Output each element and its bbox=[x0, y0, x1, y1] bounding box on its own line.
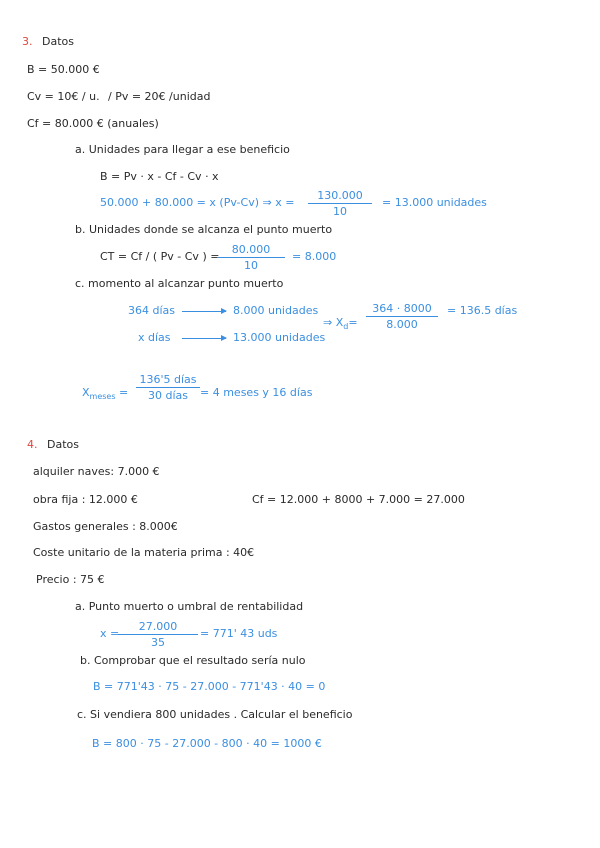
part-3b-fraction bbox=[217, 243, 285, 272]
part-4a-fraction-numerator: 27.000 bbox=[118, 620, 198, 635]
datum-obra-fija: obra fija : 12.000 € bbox=[33, 493, 138, 506]
datum-coste-variable: Cv = 10€ / u. bbox=[27, 90, 100, 103]
xd-equals: = bbox=[348, 316, 358, 329]
xd-fraction bbox=[366, 302, 438, 331]
part-3a-result: = 13.000 unidades bbox=[382, 196, 487, 209]
xd-prefix: ⇒ X bbox=[323, 316, 344, 329]
rule-row1-left: 364 días bbox=[128, 304, 176, 317]
xm-fraction bbox=[136, 373, 200, 402]
xm-prefix: X bbox=[82, 386, 90, 399]
part-3a-calc: 50.000 + 80.000 = x (Pv-Cv) ⇒ x = bbox=[100, 196, 295, 209]
xd-result: = 136.5 días bbox=[447, 304, 518, 317]
datum-alquiler: alquiler naves: 7.000 € bbox=[33, 465, 160, 478]
part-4b-label: b. Comprobar que el resultado sería nulo bbox=[80, 654, 306, 667]
rule-row1-right: 8.000 unidades bbox=[233, 304, 319, 317]
rule-row2-arrow bbox=[182, 338, 226, 339]
xm-fraction-numerator: 136'5 días bbox=[136, 373, 200, 388]
part-3b-formula: CT = Cf / ( Pv - Cv ) = bbox=[100, 250, 220, 263]
datum-precio-venta: / Pv = 20€ /unidad bbox=[108, 90, 211, 103]
datum-gastos-generales: Gastos generales : 8.000€ bbox=[33, 520, 178, 533]
exercise-3-number: 3. bbox=[22, 35, 33, 48]
xm-fraction-denominator: 30 días bbox=[147, 389, 188, 402]
part-3b-label: b. Unidades donde se alcanza el punto muerto bbox=[75, 223, 333, 236]
part-4c-label: c. Si vendiera 800 unidades . Calcular el beneficio bbox=[77, 708, 353, 721]
datum-beneficio: B = 50.000 € bbox=[27, 63, 100, 76]
datum-precio: Precio : 75 € bbox=[36, 573, 105, 586]
rule-row2-left: x días bbox=[138, 331, 171, 344]
datum-coste-fijo: Cf = 80.000 € (anuales) bbox=[27, 117, 159, 130]
xd-fraction-denominator: 8.000 bbox=[386, 318, 418, 331]
part-4a-fraction-denominator: 35 bbox=[151, 636, 165, 649]
xm-subscript: meses bbox=[89, 392, 116, 402]
xd-label bbox=[323, 316, 358, 334]
datum-cf-total: Cf = 12.000 + 8000 + 7.000 = 27.000 bbox=[252, 493, 465, 506]
part-3b-fraction-numerator: 80.000 bbox=[217, 243, 285, 258]
datum-coste-unitario: Coste unitario de la materia prima : 40€ bbox=[33, 546, 255, 559]
xm-equals: = bbox=[119, 386, 129, 399]
xm-result: = 4 meses y 16 días bbox=[200, 386, 313, 399]
exercise-4-title: Datos bbox=[47, 438, 79, 451]
exercise-3-title: Datos bbox=[42, 35, 74, 48]
exercise-4-number: 4. bbox=[27, 438, 38, 451]
part-4a-fraction bbox=[118, 620, 198, 649]
part-3b-result: = 8.000 bbox=[292, 250, 337, 263]
part-3a-formula: B = Pv · x - Cf - Cv · x bbox=[100, 170, 219, 183]
exercise-3-header bbox=[22, 35, 74, 49]
part-4a-prefix: x = bbox=[100, 627, 120, 640]
rule-row2-right: 13.000 unidades bbox=[233, 331, 326, 344]
part-4c-formula: B = 800 · 75 - 27.000 - 800 · 40 = 1000 € bbox=[92, 737, 322, 750]
part-3a-fraction-denominator: 10 bbox=[333, 205, 347, 218]
part-3a-fraction-numerator: 130.000 bbox=[308, 189, 372, 204]
exercise-4-header bbox=[27, 438, 79, 452]
part-3c-label: c. momento al alcanzar punto muerto bbox=[75, 277, 284, 290]
part-4b-formula: B = 771'43 · 75 - 27.000 - 771'43 · 40 = 0 bbox=[93, 680, 326, 693]
part-4a-result: = 771' 43 uds bbox=[200, 627, 278, 640]
part-4a-label: a. Punto muerto o umbral de rentabilidad bbox=[75, 600, 304, 613]
xd-fraction-numerator: 364 · 8000 bbox=[366, 302, 438, 317]
rule-row1-arrow bbox=[182, 311, 226, 312]
part-3a-fraction bbox=[308, 189, 372, 218]
xm-label bbox=[82, 386, 128, 404]
part-3a-label: a. Unidades para llegar a ese beneficio bbox=[75, 143, 290, 156]
part-3b-fraction-denominator: 10 bbox=[244, 259, 258, 272]
xd-subscript: d bbox=[343, 322, 349, 332]
